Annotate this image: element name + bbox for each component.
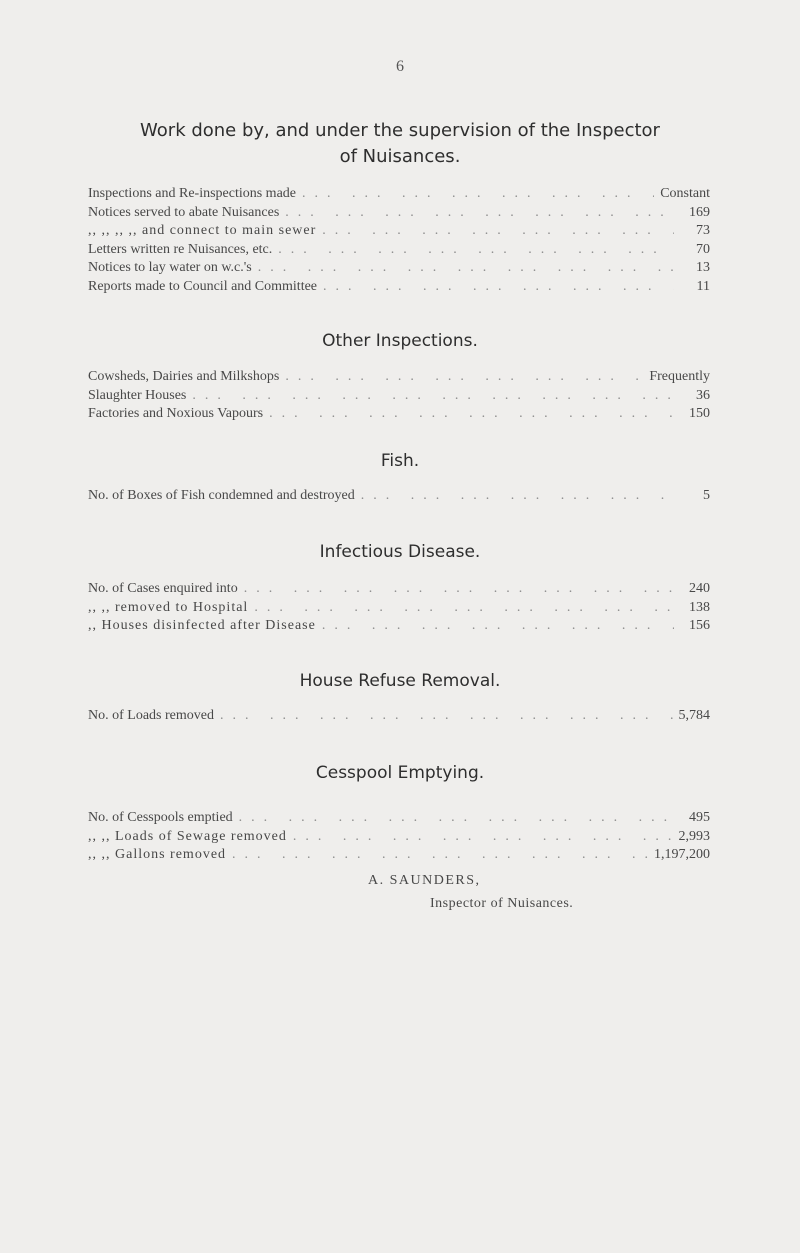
row-label: ,, ,, ,, ,, and connect to main sewer	[88, 223, 317, 238]
list-item	[88, 708, 710, 727]
row-label: Letters written re Nuisances, etc.	[88, 241, 273, 257]
list-item	[88, 810, 710, 829]
section-heading-fish: Fish.	[380, 451, 420, 471]
list-item	[88, 618, 710, 637]
row-label: Inspections and Re-inspections made	[88, 186, 297, 201]
title-line-2: of Nuisances.	[339, 146, 461, 167]
list-item	[88, 369, 710, 388]
section-heading-cesspool: Cesspool Emptying.	[315, 763, 485, 783]
row-value: 70	[696, 241, 710, 257]
row-value: 1,197,200	[654, 847, 710, 862]
row-label: Notices served to abate Nuisances	[88, 204, 280, 220]
row-label: No. of Loads removed	[88, 708, 214, 723]
list-item	[88, 388, 710, 407]
list-item	[88, 279, 710, 298]
row-label: No. of Cesspools emptied	[88, 810, 233, 825]
row-label: ,, Houses disinfected after Disease	[88, 618, 316, 633]
cesspool-list	[88, 810, 710, 866]
page-number: 6	[396, 58, 404, 75]
list-item	[88, 581, 710, 600]
row-value: 11	[696, 278, 710, 294]
section-heading-other-inspections: Other Inspections.	[322, 331, 478, 351]
row-label: No. of Boxes of Fish condemned and destroyed	[88, 488, 355, 503]
list-item	[88, 205, 710, 224]
list-item	[88, 223, 710, 242]
list-item	[88, 488, 710, 507]
row-value: 169	[689, 204, 710, 220]
nuisances-list	[88, 186, 710, 297]
row-value: 5	[703, 488, 710, 503]
list-item	[88, 847, 710, 866]
page-title	[100, 118, 700, 170]
row-value: 73	[696, 223, 710, 238]
row-value: Frequently	[649, 369, 710, 384]
other-inspections-list	[88, 369, 710, 425]
infectious-disease-list	[88, 581, 710, 637]
title-line-1: Work done by, and under the supervision of the Inspector	[140, 120, 660, 141]
fish-list	[88, 488, 710, 507]
row-value: 138	[689, 599, 710, 615]
row-label: Factories and Noxious Vapours	[88, 406, 264, 421]
list-item	[88, 242, 710, 261]
row-value: 13	[696, 260, 710, 275]
row-label: Slaughter Houses	[88, 387, 187, 403]
row-label: ,, ,, removed to Hospital	[88, 599, 249, 615]
row-value: 5,784	[678, 708, 710, 723]
row-label: ,, ,, Loads of Sewage removed	[88, 828, 287, 844]
row-value: 495	[689, 810, 710, 825]
signature-name: A. SAUNDERS,	[368, 873, 481, 888]
house-refuse-list	[88, 708, 710, 727]
section-heading-infectious-disease: Infectious Disease.	[319, 542, 481, 562]
row-value: 150	[689, 406, 710, 421]
row-label: ,, ,, Gallons removed	[88, 847, 227, 862]
list-item	[88, 260, 710, 279]
section-heading-house-refuse: House Refuse Removal.	[299, 671, 501, 691]
row-value: 2,993	[678, 828, 710, 844]
list-item	[88, 829, 710, 848]
row-label: Notices to lay water on w.c.'s	[88, 260, 252, 275]
row-label: No. of Cases enquired into	[88, 581, 238, 596]
list-item	[88, 600, 710, 619]
row-value: 240	[689, 581, 710, 596]
list-item	[88, 406, 710, 425]
row-value: 156	[689, 618, 710, 633]
list-item	[88, 186, 710, 205]
row-value: Constant	[660, 186, 710, 201]
row-value: 36	[696, 387, 710, 403]
row-label: Reports made to Council and Committee	[88, 278, 318, 294]
row-label: Cowsheds, Dairies and Milkshops	[88, 369, 280, 384]
signature-title: Inspector of Nuisances.	[430, 896, 574, 911]
